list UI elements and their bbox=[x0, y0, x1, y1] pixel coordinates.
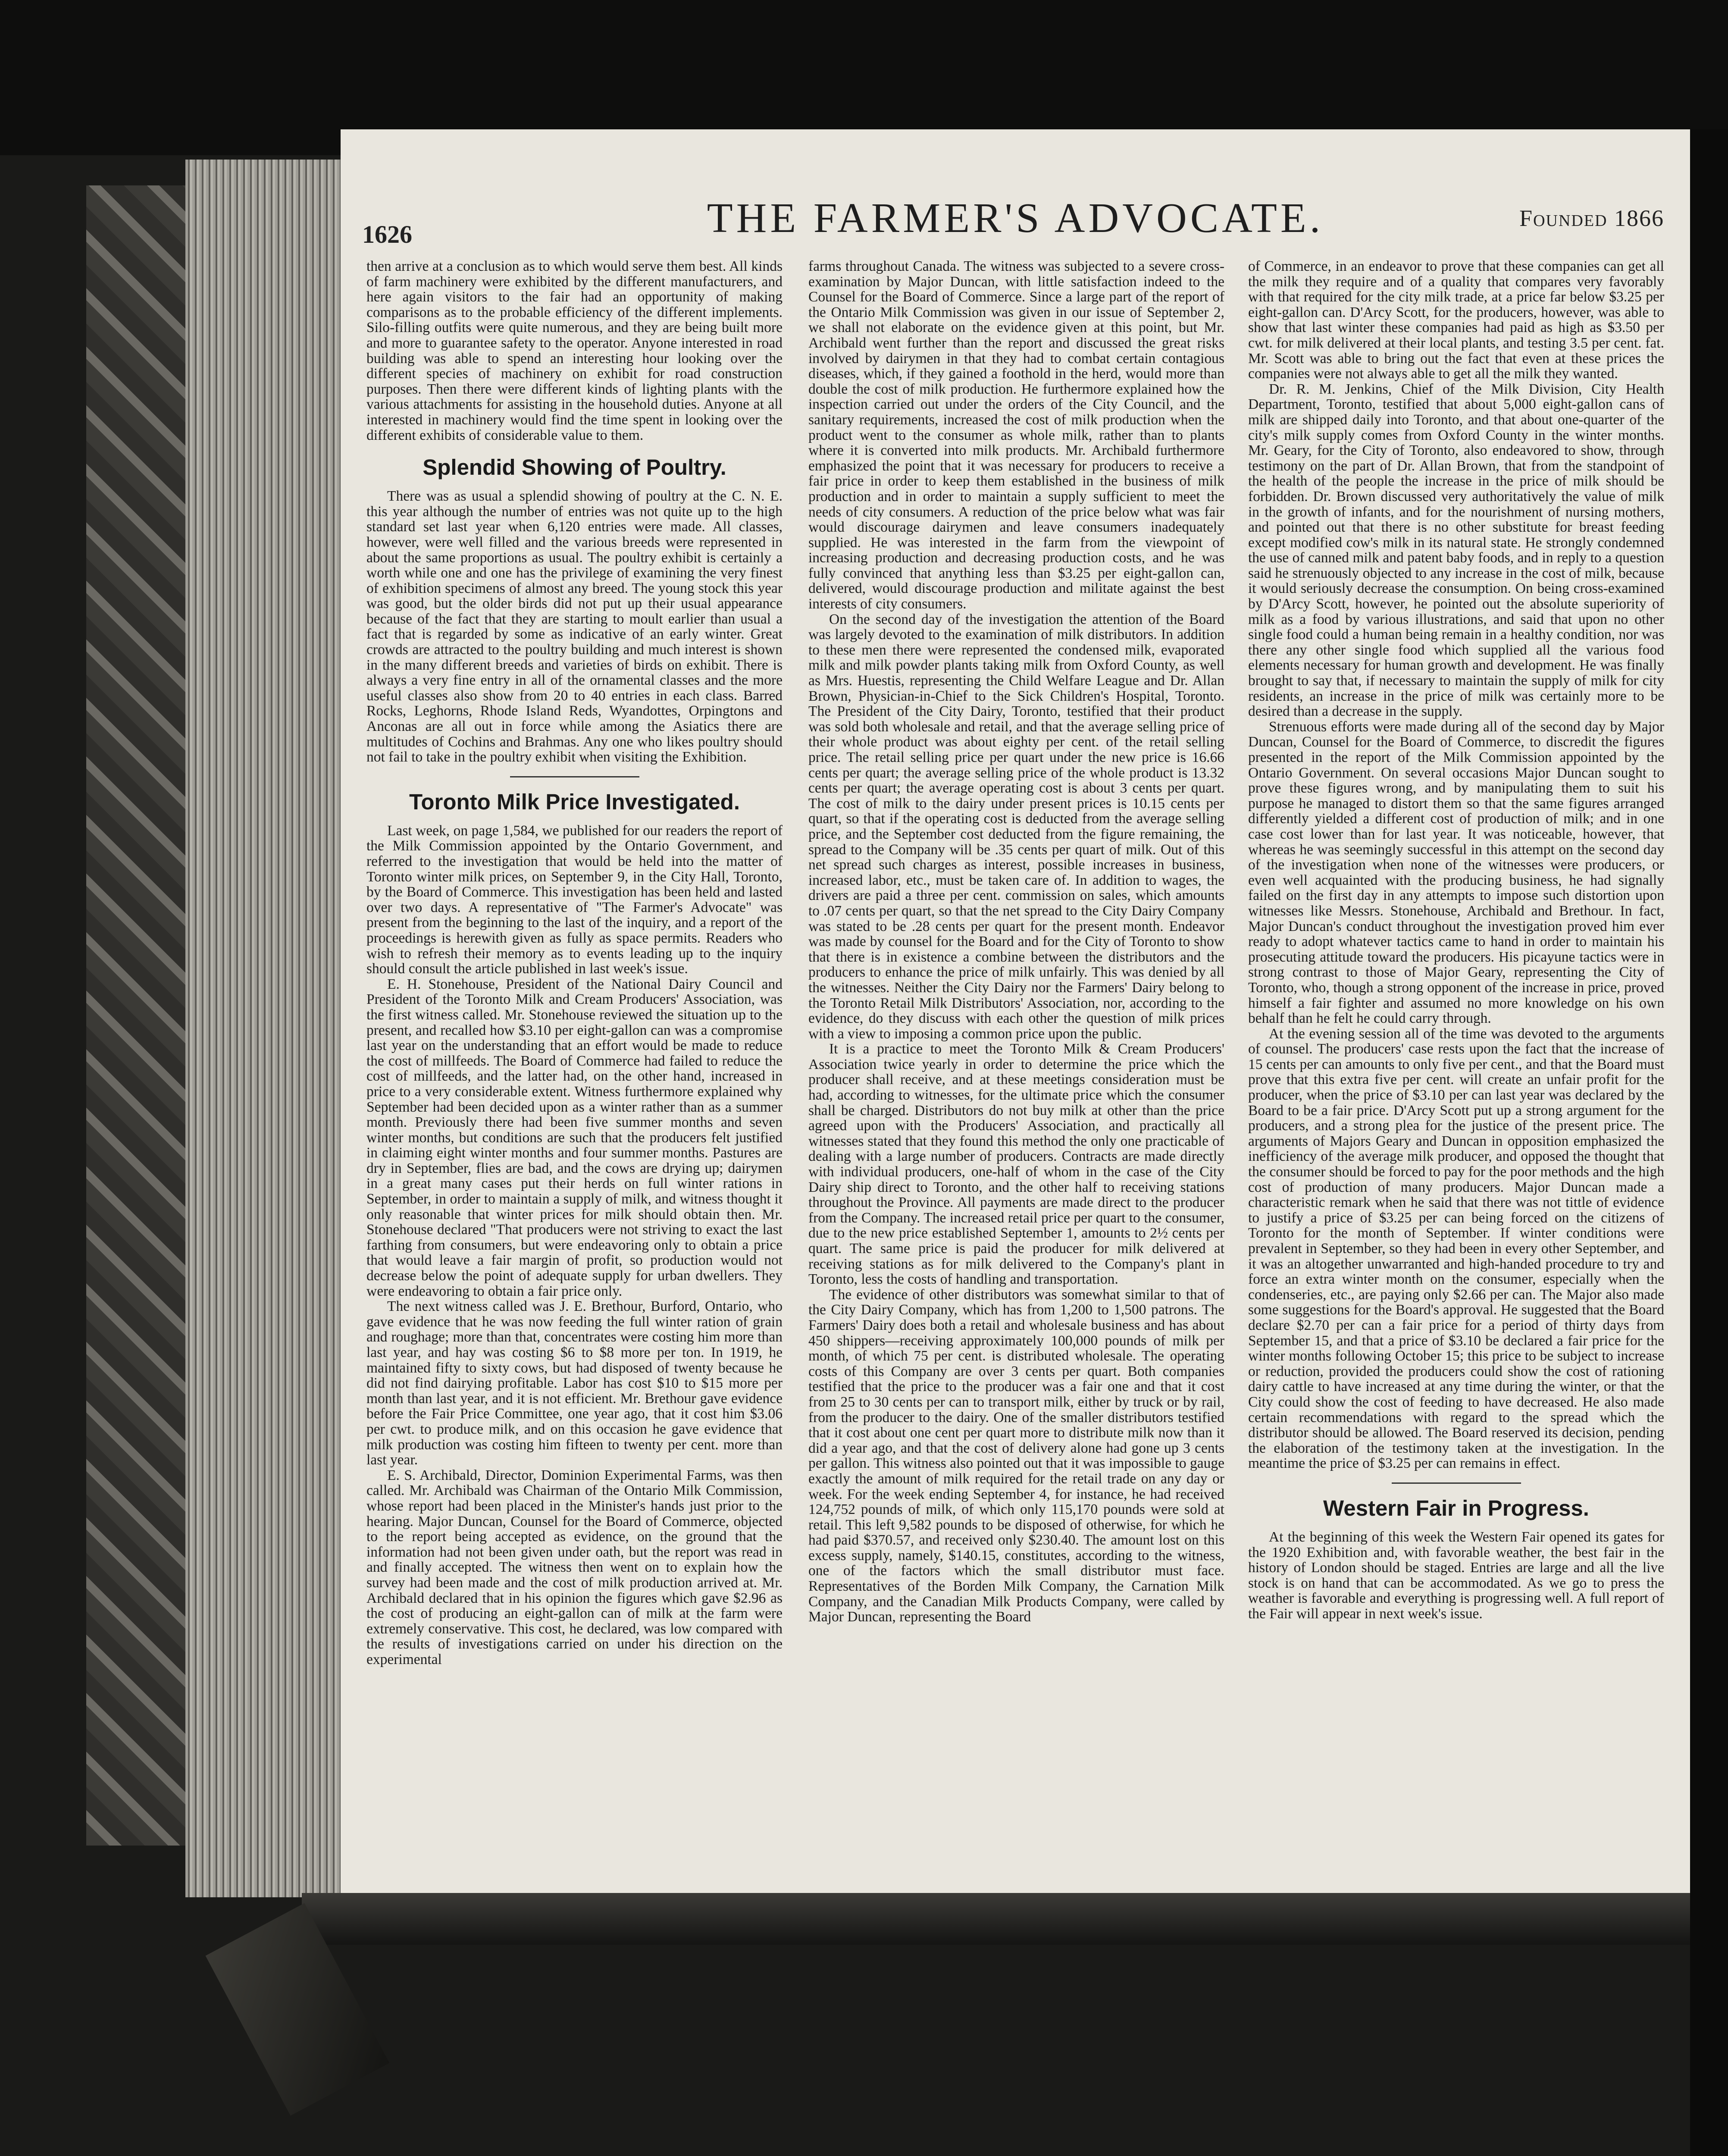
paragraph: At the beginning of this week the Western Fair opened its gates for the 1920 Exhibition and, with favorable weather, the best fair in the history of London should be staged. Entries are large and all the live stock is on hand that can be accommodated. As we go to press the weather is favorable and everything is progressing well. A full report of the Fair will appear in next week's issue. bbox=[1248, 1529, 1664, 1622]
column-1 bbox=[366, 259, 783, 1897]
paragraph: It is a practice to meet the Toronto Milk & Cream Producers' Association twice yearly in order to determine the price which the producer shall receive, and at these meetings consideration must be had, according to witnesses, for the ultimate price which the consumer shall be charged. Distributors do not buy milk at other than the price agreed upon with the Producers' Association, and practically all witnesses stated that they found this method the only one practicable of dealing with a large number of producers. Contracts are made directly with individual producers, one-half of whom in the case of the City Dairy ship direct to Toronto, and the other half to receiving stations throughout the Province. All payments are made direct to the producer from the Company. The increased retail price per quart to the consumer, due to the new price established September 1, amounts to 2½ cents per quart. The same price is paid the producer for milk delivered at receiving stations as for milk delivered to the Company's plant in Toronto, less the costs of handling and transportation. bbox=[808, 1041, 1224, 1288]
book-cover-edge bbox=[86, 185, 190, 1846]
column-2 bbox=[808, 259, 1224, 1897]
section-divider bbox=[510, 776, 639, 777]
paragraph: At the evening session all of the time was devoted to the arguments of counsel. The producers' case rests upon the fact that the increase of 15 cents per can amounts to only five per cent., and that the Board must prove that this extra five per cent. will create an unfair profit for the producer, when the price of $3.10 per can last year was declared by the Board to be a fair price. D'Arcy Scott put up a strong argument for the producers, and a strong plea for the justice of the present price. The arguments of Majors Geary and Duncan in opposition emphasized the inefficiency of the average milk producer, and opposed the thought that the consumer should be forced to pay for the poor methods and the high cost of production of many producers. Major Duncan made a characteristic remark when he said that there was not tittle of evidence to justify a price of $3.25 per can being forced on the citizens of Toronto for the month of September. If winter conditions were prevalent in September, so they had been in every other September, and it was an altogether unwarranted and high-handed procedure to try and force an extra winter month on the consumer, especially when the condenseries, etc., are paying only $2.66 per can. The Major also made some suggestions for the Board's approval. He suggested that the Board declare $2.70 per can a fair price for a period of thirty days from September 15, and that a price of $3.10 be declared a fair price for the winter months following October 15; this price to be subject to increase or reduction, provided the producers could show the cost of rationing dairy cattle to have increased at any time during the winter, or that the City could show the cost of feeding to have decreased. He also made certain recommendations with regard to the spread which the distributor should be allowed. The Board reserved its decision, pending the elaboration of the testimony taken at the investigation. In the meantime the price of $3.25 per can remains in effect. bbox=[1248, 1025, 1664, 1472]
paragraph: The evidence of other distributors was somewhat similar to that of the City Dairy Company, which has from 1,200 to 1,500 patrons. The Farmers' Dairy does both a retail and wholesale business and has about 450 shippers—receiving approximately 100,000 pounds of milk per month, of which 75 per cent. is distributed wholesale. The operating costs of this Company are over 3 cents per quart. Both companies testified that the price to the producer was a fair one and that it cost from 25 to 30 cents per can to transport milk, either by truck or by rail, from the producer to the dairy. One of the smaller distributors testified that it cost about one cent per quart more to distribute milk now than it did a year ago, and that the cost of delivery alone had gone up 3 cents per gallon. This witness also pointed out that it was impossible to gauge exactly the amount of milk required for the retail trade on any day or week. For the week ending September 4, for instance, he had received 124,752 pounds of milk, of which only 115,170 pounds were sold at retail. This left 9,582 pounds to be disposed of otherwise, for which he had paid $370.57, and received only $230.40. The amount lost on this excess supply, namely, $140.15, constitutes, according to the witness, one of the factors which the small distributor must face. Representatives of the Borden Milk Company, the Carnation Milk Company, and the Canadian Milk Products Company, were called by Major Duncan, representing the Board bbox=[808, 1286, 1224, 1625]
page-bottom-shadow bbox=[302, 1893, 1690, 1945]
paragraph: Last week, on page 1,584, we published for our readers the report of the Milk Commission appointed by the Ontario Government, and referred to the investigation that would be held into the matter of Toronto winter milk prices, on September 9, in the City Hall, Toronto, by the Board of Commerce. This investigation has been held and lasted over two days. A representative of "The Farmer's Advocate" was present from the beginning to the last of the inquiry, and a report of the proceedings is herewith given as fully as space permits. Readers who wish to refresh their memory as to events leading up to the inquiry should consult the article published in last week's issue. bbox=[366, 822, 783, 977]
founded-line: Founded 1866 bbox=[1519, 205, 1664, 231]
page-stack-edge bbox=[185, 160, 349, 1897]
paragraph: farms throughout Canada. The witness was subjected to a severe cross-examination by Major Duncan, with little satisfaction indeed to the Counsel for the Board of Commerce. Since a large part of the report of the Ontario Milk Commission was given in our issue of September 2, we shall not elaborate on the evidence given at this point, but Mr. Archibald went further than the report and discussed the great risks involved by dairymen in that they had to combat certain contagious diseases, which, if they gained a foothold in the herd, would more than double the cost of milk production. He furthermore explained how the inspection carried out under the orders of the City Council, and the sanitary requirements, increased the cost of milk production when the product went to the consumer as whole milk, rather than to plants where it is converted into milk products. Mr. Archibald furthermore emphasized the point that it was necessary for producers to receive a fair price in order to keep them established in the business of milk production and in order to maintain a supply sufficient to meet the needs of city consumers. A reduction of the price below what was fair would discourage dairymen and leave consumers inadequately supplied. He was interested in the farm from the viewpoint of increasing production and decreasing production costs, and he was fully convinced that anything less than $3.25 per eight-gallon can, delivered, would discourage production and militate against the best interests of city consumers. bbox=[808, 259, 1224, 612]
paragraph: E. H. Stonehouse, President of the National Dairy Council and President of the Toronto Milk and Cream Producers' Association, was the first witness called. Mr. Stonehouse reviewed the situation up to the present, and recalled how $3.10 per eight-gallon can was a compromise last year on the understanding that an effort would be made to reduce the cost of millfeeds. The Board of Commerce had failed to reduce the cost of millfeeds, and the latter had, on the other hand, increased in price to a very considerable extent. Witness furthermore explained why September had been decided upon as a winter rather than as a summer month. Previously there had been five summer months and seven winter months, but conditions are such that the producers felt justified in claiming eight winter months and four summer months. Pastures are dry in September, flies are bad, and the cows are drying up; dairymen in a great many cases put their herds on full winter rations in September, in order to maintain a supply of milk, and witness thought it only reasonable that winter prices for milk should obtain then. Mr. Stonehouse declared "That producers were not striving to exact the last farthing from consumers, but were endeavoring only to obtain a price that would leave a fair margin of profit, so production would not decrease below the point of adequate supply for urban dwellers. They were endeavoring to obtain a fair price only. bbox=[366, 976, 783, 1299]
journal-title: THE FARMER'S ADVOCATE. bbox=[707, 195, 1324, 241]
paragraph: E. S. Archibald, Director, Dominion Experimental Farms, was then called. Mr. Archibald was Chairman of the Ontario Milk Commission, whose report had been placed in the Minister's hands just prior to the hearing. Major Duncan, Counsel for the Board of Commerce, objected to the report being accepted as evidence, on the ground that the information had not been given under oath, but the report was read in and finally accepted. The witness then went on to explain how the survey had been made and the cost of milk production arrived at. Mr. Archibald declared that in his opinion the figures which gave $2.96 as the cost of producing an eight-gallon can of milk at the farm were extremely conservative. This cost, he declared, was low compared with the results of investigations carried on under his direction on the experimental bbox=[366, 1467, 783, 1667]
paragraph: of Commerce, in an endeavor to prove that these companies can get all the milk they require and of a quality that compares very favorably with that required for the city milk trade, at a price far below $3.25 per eight-gallon can. D'Arcy Scott, for the producers, however, was able to show that last winter these companies had paid as high as $3.50 per cwt. for milk delivered at their local plants, and testing 3.5 per cent. fat. Mr. Scott was able to bring out the fact that even at these prices the companies were not always able to get all the milk they wanted. bbox=[1248, 259, 1664, 382]
paragraph: Dr. R. M. Jenkins, Chief of the Milk Division, City Health Department, Toronto, testified that about 5,000 eight-gallon cans of milk are shipped daily into Toronto, and that about one-quarter of the city's milk supply comes from Oxford County in the winter months. Mr. Geary, for the City of Toronto, also endeavored to show, through testimony on the part of Dr. Allan Brown, that from the standpoint of the health of the people the increase in the price of milk should be forbidden. Dr. Brown discussed very authoritatively the value of milk in the growth of infants, and for the nourishment of nursing mothers, and pointed out that there is no other substitute for breast feeding except modified cow's milk in its natural state. He strongly condemned the use of canned milk and patent baby foods, and in reply to a question said he strenuously objected to any increase in the cost of milk, because it would seriously decrease the consumption. On being cross-examined by D'Arcy Scott, however, he pointed out the absolute superiority of milk as a food by various illustrations, and said that upon no other single food could a human being remain in a healthy condition, nor was there any other single food which supplied all the various food elements necessary for human growth and development. He was finally brought to say that, if necessary to maintain the supply of milk for city residents, an increase in the price of milk was certainly more to be desired than a decrease in the supply. bbox=[1248, 381, 1664, 720]
article-heading-poultry: Splendid Showing of Poultry. bbox=[423, 455, 726, 480]
page-number: 1626 bbox=[362, 220, 412, 248]
paragraph: On the second day of the investigation the attention of the Board was largely devoted to the examination of milk distributors. In addition to these men there were represented the condensed milk, evaporated milk and milk powder plants taking milk from Oxford County, as well as Mrs. Huestis, representing the Child Welfare League and Dr. Allan Brown, Physician-in-Chief to the Sick Children's Hospital, Toronto. The President of the City Dairy, Toronto, testified that their product was sold both wholesale and retail, and that the average selling price of their whole product was about eighty per cent. of the retail selling price. The retail selling price per quart under the new price is 16.66 cents per quart; the average selling price of the whole product is 13.32 cents per quart; the average operating cost is about 3 cents per quart. The cost of milk to the dairy under present prices is 10.15 cents per quart, so that if the operating cost is deducted from the average selling price, and the September cost deducted from the figure remaining, the spread to the Company will be .35 cents per quart of milk. Out of this net spread such charges as interest, possible increases in business, increased labor, etc., must be taken care of. In addition to wages, the drivers are paid a three per cent. commission on sales, which amounts to .07 cents per quart, so that the net spread to the City Dairy Company was stated to be .28 cents per quart for the present month. Endeavor was made by counsel for the Board and for the City of Toronto to show that there is in existence a combine between the distributors and the producers to enhance the price of milk unfairly. This was denied by all the witnesses. Neither the City Dairy nor the Farmers' Dairy belong to the Toronto Retail Milk Distributors' Association, nor, according to the evidence, do they discuss with each other the question of milk prices with a view to imposing a common price upon the public. bbox=[808, 611, 1224, 1042]
column-3 bbox=[1248, 259, 1664, 1897]
paragraph: There was as usual a splendid showing of poultry at the C. N. E. this year although the number of entries was not quite up to the high standard set last year when 6,120 entries were made. All classes, however, were well filled and the various breeds were represented in about the same proportions as usual. The poultry exhibit is certainly a worth while one and one has the privilege of examining the very finest of exhibition specimens of almost any breed. The young stock this year was good, but the older birds did not put up their usual appearance because of the fact that they are starting to moult earlier than usual a fact that is regarded by some as indicative of an early winter. Great crowds are attracted to the poultry building and much interest is shown in the many different breeds and varieties of birds on exhibit. There is always a very fine entry in all of the ornamental classes and the more useful classes also show from 20 to 40 entries in each class. Barred Rocks, Leghorns, Rhode Island Reds, Wyandottes, Orpingtons and Anconas are all out in force while among the Asiatics there are multitudes of Cochins and Brahmas. Any one who likes poultry should not fail to take in the poultry exhibit when visiting the Exhibition. bbox=[366, 488, 783, 765]
section-divider bbox=[1392, 1482, 1521, 1484]
newspaper-page bbox=[341, 129, 1690, 1927]
scanner-background-right bbox=[1690, 129, 1728, 2156]
paragraph: then arrive at a conclusion as to which would serve them best. All kinds of farm machinery were exhibited by the different manufacturers, and here again visitors to the fair had an opportunity of making comparisons as to the probable efficiency of the different implements. Silo-filling outfits were quite numerous, and they are being built more and more to guarantee safety to the operator. Anyone interested in road building was able to spend an interesting hour looking over the different species of machinery on exhibit for road construction purposes. Then there were different kinds of lighting plants with the various attachments for assisting in the household duties. Anyone at all interested in machinery would find the time spent in looking over the different exhibits of considerable value to them. bbox=[366, 259, 783, 443]
paragraph: The next witness called was J. E. Brethour, Burford, Ontario, who gave evidence that he was now feeding the full winter ration of grain and roughage; more than that, concentrates were costing him more than last year, and hay was costing $6 to $8 more per ton. In 1919, he maintained fifty to sixty cows, but had disposed of twenty because he did not find dairying profitable. Labor has cost $10 to $15 more per month than last year, and it is not efficient. Mr. Brethour gave evidence before the Fair Price Committee, one year ago, that it cost him $3.06 per cwt. to produce milk, and on this occasion he gave evidence that milk production was costing him fifteen to twenty per cent. more than last year. bbox=[366, 1298, 783, 1468]
article-heading-western-fair: Western Fair in Progress. bbox=[1323, 1495, 1589, 1520]
article-heading-milk: Toronto Milk Price Investigated. bbox=[409, 789, 740, 814]
paragraph: Strenuous efforts were made during all of the second day by Major Duncan, Counsel for the Board of Commerce, to discredit the figures presented in the report of the Milk Commission appointed by the Ontario Government. On several occasions Major Duncan sought to prove these figures wrong, and by manipulating them to suit his purpose he managed to distort them so that the same figures arranged differently yielded a different cost of production of milk; and in one case cost lower than for last year. It was noticeable, however, that whereas he was seemingly successful in this attempt on the second day of the investigation when none of the witnesses were producers, or even well acquainted with the producing business, he had signally failed on the first day in any attempts to impose such distortion upon witnesses like Messrs. Stonehouse, Archibald and Brethour. In fact, Major Duncan's conduct throughout the investigation proved him ever ready to adopt whatever tactics came to hand in order to maintain his prosecuting attitude toward the producers. His picayune tactics were in strong contrast to those of Major Geary, representing the City of Toronto, who, though a strong opponent of the increase in price, proved himself a fair fighter and assumed no more knowledge on his own behalf than he felt he could carry through. bbox=[1248, 718, 1664, 1027]
